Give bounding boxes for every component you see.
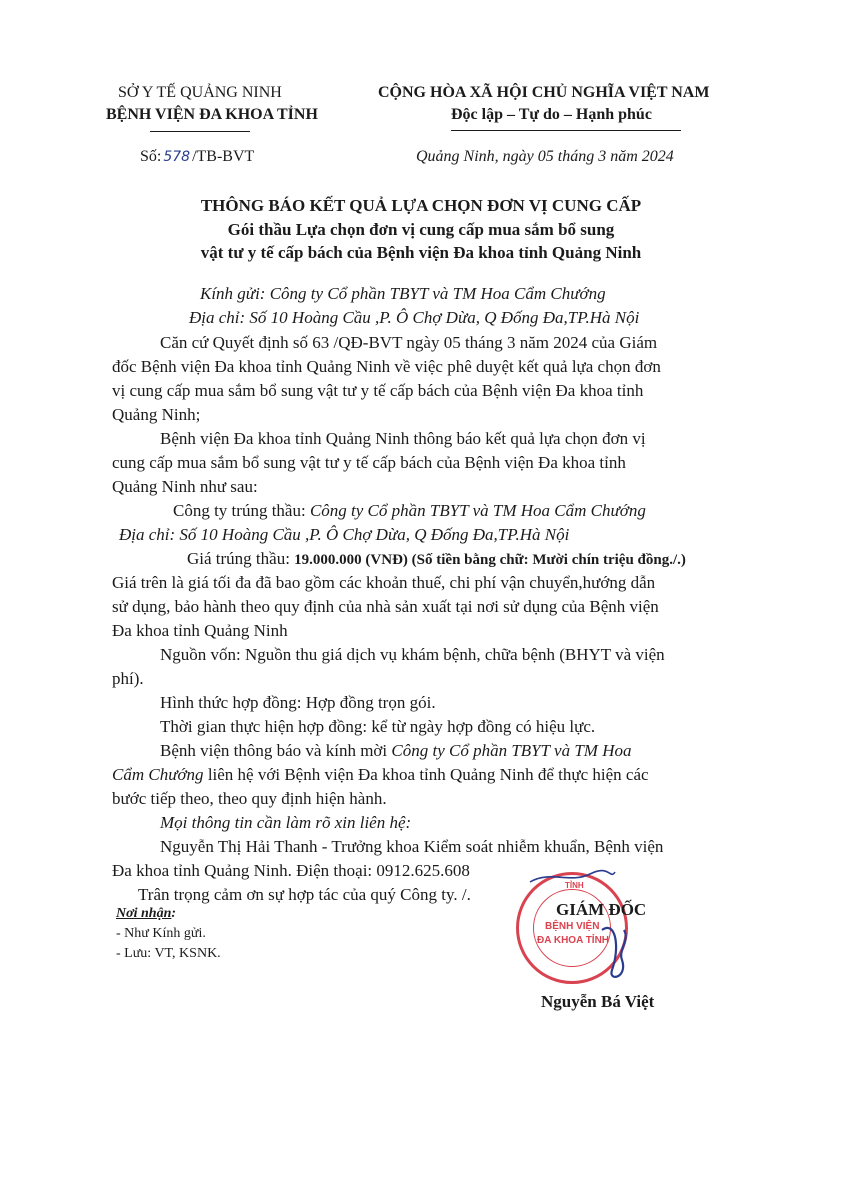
doc-number-suffix: /TB-BVT (192, 148, 255, 165)
winner-value: Công ty Cổ phần TBYT và TM Hoa Cẩm Chướng (309, 501, 646, 520)
price-value: 19.000.000 (VNĐ) (Số tiền bằng chữ: Mười chín triệu đồng./.) (294, 552, 686, 568)
invite-company-1: Công ty Cổ phần TBYT và TM Hoa (391, 741, 632, 760)
invite-text-2: liên hệ với Bệnh viện Đa khoa tỉnh Quảng Ninh để thực hiện các (203, 765, 649, 784)
contact-line-2: Đa khoa tỉnh Quảng Ninh. Điện thoại: 0912.625.608 (112, 861, 470, 880)
basis-line-1: Căn cứ Quyết định số 63 /QĐ-BVT ngày 05 tháng 3 năm 2024 của Giám (160, 333, 658, 352)
winner-line (173, 501, 646, 521)
thanks-line: Trân trọng cảm ơn sự hợp tác của quý Công ty. /. (138, 885, 471, 904)
basis-line-2: đốc Bệnh viện Đa khoa tỉnh Quảng Ninh về việc phê duyệt kết quả lựa chọn đơn (112, 357, 661, 376)
agency-name: SỞ Y TẾ QUẢNG NINH (118, 84, 282, 101)
doc-number-prefix: Số: (140, 148, 162, 165)
price-label: Giá trúng thầu: (187, 549, 295, 568)
invite-line-2 (112, 765, 649, 785)
contract-type: Hình thức hợp đồng: Hợp đồng trọn gói. (160, 693, 436, 712)
invite-line-3: bước tiếp theo, theo quy định hiện hành. (112, 789, 387, 808)
stamp-top-text: TỈNH (565, 881, 584, 890)
winner-address: Địa chỉ: Số 10 Hoàng Cầu ,P. Ô Chợ Dừa, Q Đống Đa,TP.Hà Nội (119, 525, 570, 544)
contract-time: Thời gian thực hiện hợp đồng: kể từ ngày hợp đồng có hiệu lực. (160, 717, 596, 736)
document-subtitle-1: Gói thầu Lựa chọn đơn vị cung cấp mua sắm bổ sung (227, 220, 615, 239)
recipient-item-1: - Như Kính gửi. (116, 926, 206, 941)
invite-line-1 (160, 741, 631, 761)
addressee: Kính gửi: Công ty Cổ phần TBYT và TM Hoa Cẩm Chướng (200, 284, 606, 303)
price-note-3: Đa khoa tỉnh Quảng Ninh (112, 621, 288, 640)
hospital-name: BỆNH VIỆN ĐA KHOA TỈNH (106, 106, 318, 123)
basis-line-3: vị cung cấp mua sắm bổ sung vật tư y tế cấp bách của Bệnh viện Đa khoa tỉnh (112, 381, 644, 400)
contact-heading: Mọi thông tin cần làm rõ xin liên hệ: (160, 813, 412, 832)
recipient-item-2: - Lưu: VT, KSNK. (116, 946, 221, 961)
addressee-address: Địa chỉ: Số 10 Hoàng Cầu ,P. Ô Chợ Dừa, Q Đống Đa,TP.Hà Nội (189, 308, 640, 327)
place-date: Quảng Ninh, ngày 05 tháng 3 năm 2024 (416, 148, 674, 165)
notice-line-2: cung cấp mua sắm bổ sung vật tư y tế cấp bách của Bệnh viện Đa khoa tỉnh (112, 453, 626, 472)
national-motto: Độc lập – Tự do – Hạnh phúc (451, 106, 652, 123)
doc-number (140, 148, 254, 166)
stamp-line-2: ĐA KHOA TỈNH (537, 935, 610, 946)
signer-position: GIÁM ĐỐC (556, 900, 647, 919)
notice-line-1: Bệnh viện Đa khoa tỉnh Quảng Ninh thông báo kết quả lựa chọn đơn vị (160, 429, 646, 448)
price-note-1: Giá trên là giá tối đa đã bao gồm các khoản thuế, chi phí vận chuyển,hướng dẫn (112, 573, 656, 592)
signature-scribble (520, 860, 680, 1000)
funding-line-1: Nguồn vốn: Nguồn thu giá dịch vụ khám bệnh, chữa bệnh (BHYT và viện (160, 645, 665, 664)
header-right-underline (451, 130, 681, 131)
recipients-title-text: Nơi nhận (116, 906, 172, 921)
document-title: THÔNG BÁO KẾT QUẢ LỰA CHỌN ĐƠN VỊ CUNG CẤP (200, 196, 642, 215)
notice-line-3: Quảng Ninh như sau: (112, 477, 258, 496)
national-title: CỘNG HÒA XÃ HỘI CHỦ NGHĨA VIỆT NAM (378, 84, 710, 101)
basis-line-4: Quảng Ninh; (112, 405, 201, 424)
invite-company-2: Cẩm Chướng (112, 765, 204, 784)
funding-line-2: phí). (112, 669, 144, 688)
signer-name: Nguyễn Bá Việt (541, 992, 655, 1011)
winner-label: Công ty trúng thầu: (173, 501, 310, 520)
price-note-2: sử dụng, bảo hành theo quy định của nhà sản xuất tại nơi sử dụng của Bệnh viện (112, 597, 659, 616)
recipients-title (116, 906, 176, 922)
doc-number-handwritten: 578 (163, 149, 191, 165)
contact-line-1: Nguyễn Thị Hải Thanh - Trưởng khoa Kiểm soát nhiễm khuẩn, Bệnh viện (160, 837, 664, 856)
header-left-underline (150, 131, 250, 132)
invite-text-1: Bệnh viện thông báo và kính mời (160, 741, 392, 760)
stamp-line-1: BỆNH VIỆN (545, 921, 600, 932)
recipients-colon: : (171, 906, 177, 921)
price-line (187, 549, 686, 569)
document-subtitle-2: vật tư y tế cấp bách của Bệnh viện Đa khoa tỉnh Quảng Ninh (200, 243, 642, 262)
